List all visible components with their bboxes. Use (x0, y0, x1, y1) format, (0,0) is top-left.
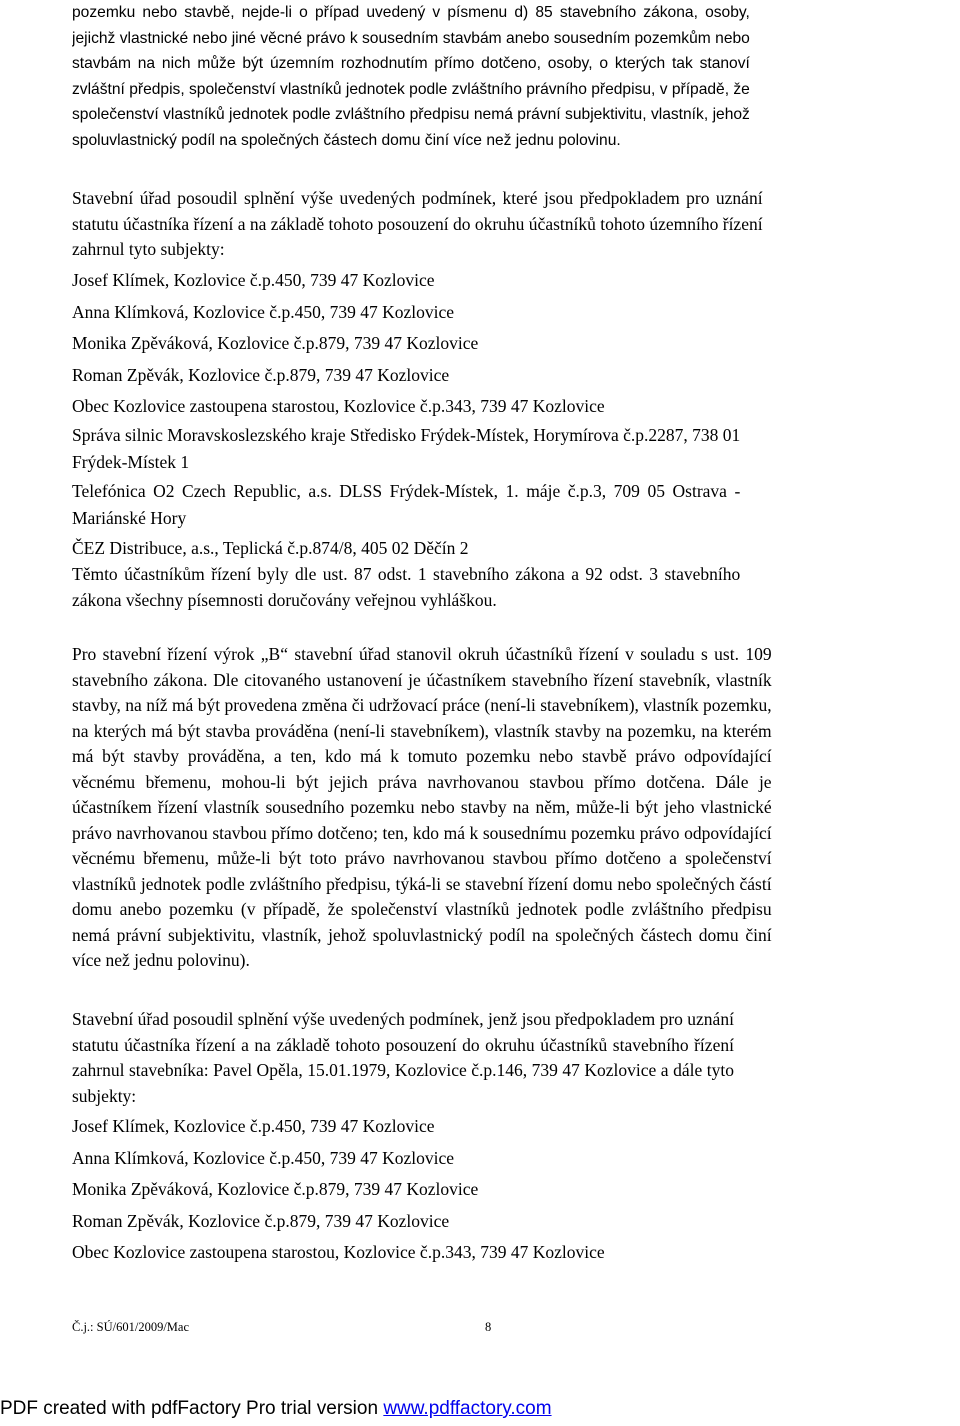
participant-entry: ČEZ Distribuce, a.s., Teplická č.p.874/8, 405 02 Děčín 2 (72, 538, 469, 558)
participant-entry: Anna Klímková, Kozlovice č.p.450, 739 47 Kozlovice (72, 301, 454, 322)
text-line: nemá právní subjektivitu, vlastník, jehož spoluvlastnický podíl na společných částech domu činí (72, 924, 772, 945)
text-line: statutu účastníka řízení a na základě tohoto posouzení do okruhu účastníků stavebního řízení (72, 1034, 734, 1055)
participant-entry: Obec Kozlovice zastoupena starostou, Kozlovice č.p.343, 739 47 Kozlovice (72, 396, 605, 416)
participant-entry: Telefónica O2 Czech Republic, a.s. DLSS Frýdek-Místek, 1. máje č.p.3, 709 05 Ostrava - (72, 481, 741, 501)
text-line: stavebního zákona. Dle citovaného ustanovení je účastníkem stavebního řízení stavebník, vlastník (72, 669, 772, 690)
pdffactory-link[interactable]: www.pdffactory.com (383, 1398, 552, 1419)
text-line: na kterých má být stavba prováděna (není-li stavebníkem), vlastník stavby na pozemku, na kterém (72, 720, 772, 741)
text-line: domu anebo pozemku (v případě, že společenství vlastníků jednotek podle zvláštního předpisu (72, 899, 772, 919)
text-line: více než jednu polovinu). (72, 950, 250, 970)
banner-text: PDF created with pdfFactory Pro trial version (0, 1398, 384, 1419)
participant-entry: Obec Kozlovice zastoupena starostou, Kozlovice č.p.343, 739 47 Kozlovice (72, 1242, 605, 1262)
participant-entry: Josef Klímek, Kozlovice č.p.450, 739 47 Kozlovice (72, 270, 435, 290)
text-line: stavbám na nich může být územním rozhodnutím přímo dotčeno, osoby, o kterých tak stanoví (72, 55, 750, 72)
text-line: spoluvlastnický podíl na společných částech domu činí více než jednu polovinu. (72, 131, 621, 149)
text-line: subjekty: (72, 1085, 137, 1106)
text-line: má být stavby prováděna, a ten, kdo má k tomuto pozemku nebo stavbě právo odpovídající (72, 746, 772, 766)
participant-entry: Správa silnic Moravskoslezského kraje Středisko Frýdek-Místek, Horymírova č.p.2287, 738 01 (72, 425, 741, 445)
paragraph-participants-definition (72, 0, 750, 153)
text-line: právo navrhovanou stavbou přímo dotčeno; ten, kdo má k sousednímu pozemku právo odpovídající (72, 822, 772, 843)
text-line: zvláštní předpis, společenství vlastníků jednotek podle zvláštního právního předpisu, v případě, že (72, 80, 750, 98)
text-line: věcnému břemenu, může-li být toto právo navrhovanou stavbou přímo dotčeno a společenství (72, 848, 772, 868)
participant-entry-continued: Mariánské Hory (72, 507, 187, 528)
participant-entry: Roman Zpěvák, Kozlovice č.p.879, 739 47 Kozlovice (72, 364, 450, 385)
participant-entry: Monika Zpěváková, Kozlovice č.p.879, 739 47 Kozlovice (72, 1179, 479, 1199)
text-line: Pro stavební řízení výrok „B“ stavební úřad stanovil okruh účastníků řízení v souladu s ust. 109 (72, 644, 772, 664)
paragraph-building-procedure (72, 642, 772, 974)
participant-list-building (72, 1114, 605, 1272)
text-line: stavby, na níž má být provedena změna či udržovací práce (není-li stavebníkem), vlastník pozemku, (72, 695, 772, 715)
public-notice-line: zákona všechny písemnosti doručovány veřejnou vyhláškou. (72, 590, 497, 610)
paragraph-building-participants-intro (72, 1007, 734, 1109)
document-reference: Č.j.: SÚ/601/2009/Mac (72, 1320, 190, 1334)
pdf-trial-banner (0, 1398, 552, 1420)
participant-entry: Josef Klímek, Kozlovice č.p.450, 739 47 Kozlovice (72, 1116, 435, 1136)
participant-entry: Roman Zpěvák, Kozlovice č.p.879, 739 47 Kozlovice (72, 1210, 450, 1231)
text-line: vlastníků jednotek podle zvláštního předpisu, týká-li se stavební řízení domu nebo společných částí (72, 873, 772, 894)
participant-entry: Anna Klímková, Kozlovice č.p.450, 739 47 Kozlovice (72, 1147, 454, 1168)
page-number: 8 (485, 1320, 492, 1334)
text-line: statutu účastníka řízení a na základě tohoto posouzení do okruhu účastníků tohoto územního řízení (72, 213, 763, 234)
text-line: zahrnul stavebníka: Pavel Opěla, 15.01.1979, Kozlovice č.p.146, 739 47 Kozlovice a dále tyto (72, 1060, 734, 1080)
text-line: zahrnul tyto subjekty: (72, 239, 225, 259)
participant-entry-continued: Frýdek-Místek 1 (72, 451, 190, 472)
participant-list-territorial (72, 268, 605, 426)
text-line: pozemku nebo stavbě, nejde-li o případ uvedený v písmenu d) 85 stavebního zákona, osoby, (72, 4, 750, 21)
text-line: účastníkem řízení vlastník sousedního pozemku nebo stavby na něm, může-li být jeho vlastnické (72, 797, 772, 817)
participant-list-territorial-organizations (72, 423, 740, 614)
paragraph-territorial-participants-intro (72, 186, 763, 263)
participant-entry: Monika Zpěváková, Kozlovice č.p.879, 739 47 Kozlovice (72, 333, 479, 353)
text-line: Stavební úřad posoudil splnění výše uvedených podmínek, které jsou předpokladem pro uznání (72, 188, 763, 208)
text-line: společenství vlastníků jednotek podle zvláštního předpisu nemá právní subjektivitu, vlastník, jehož (72, 106, 750, 123)
text-line: věcnému břemenu, mohou-li být jejich práva navrhovanou stavbou přímo dotčena. Dále je (72, 771, 772, 792)
public-notice-line: Těmto účastníkům řízení byly dle ust. 87 odst. 1 stavebního zákona a 92 odst. 3 stavebního (72, 563, 741, 584)
text-line: jejichž vlastnické nebo jiné věcné právo k sousedním stavbám anebo sousedním pozemkům nebo (72, 29, 750, 47)
text-line: Stavební úřad posoudil splnění výše uvedených podmínek, jenž jsou předpokladem pro uznání (72, 1009, 734, 1029)
